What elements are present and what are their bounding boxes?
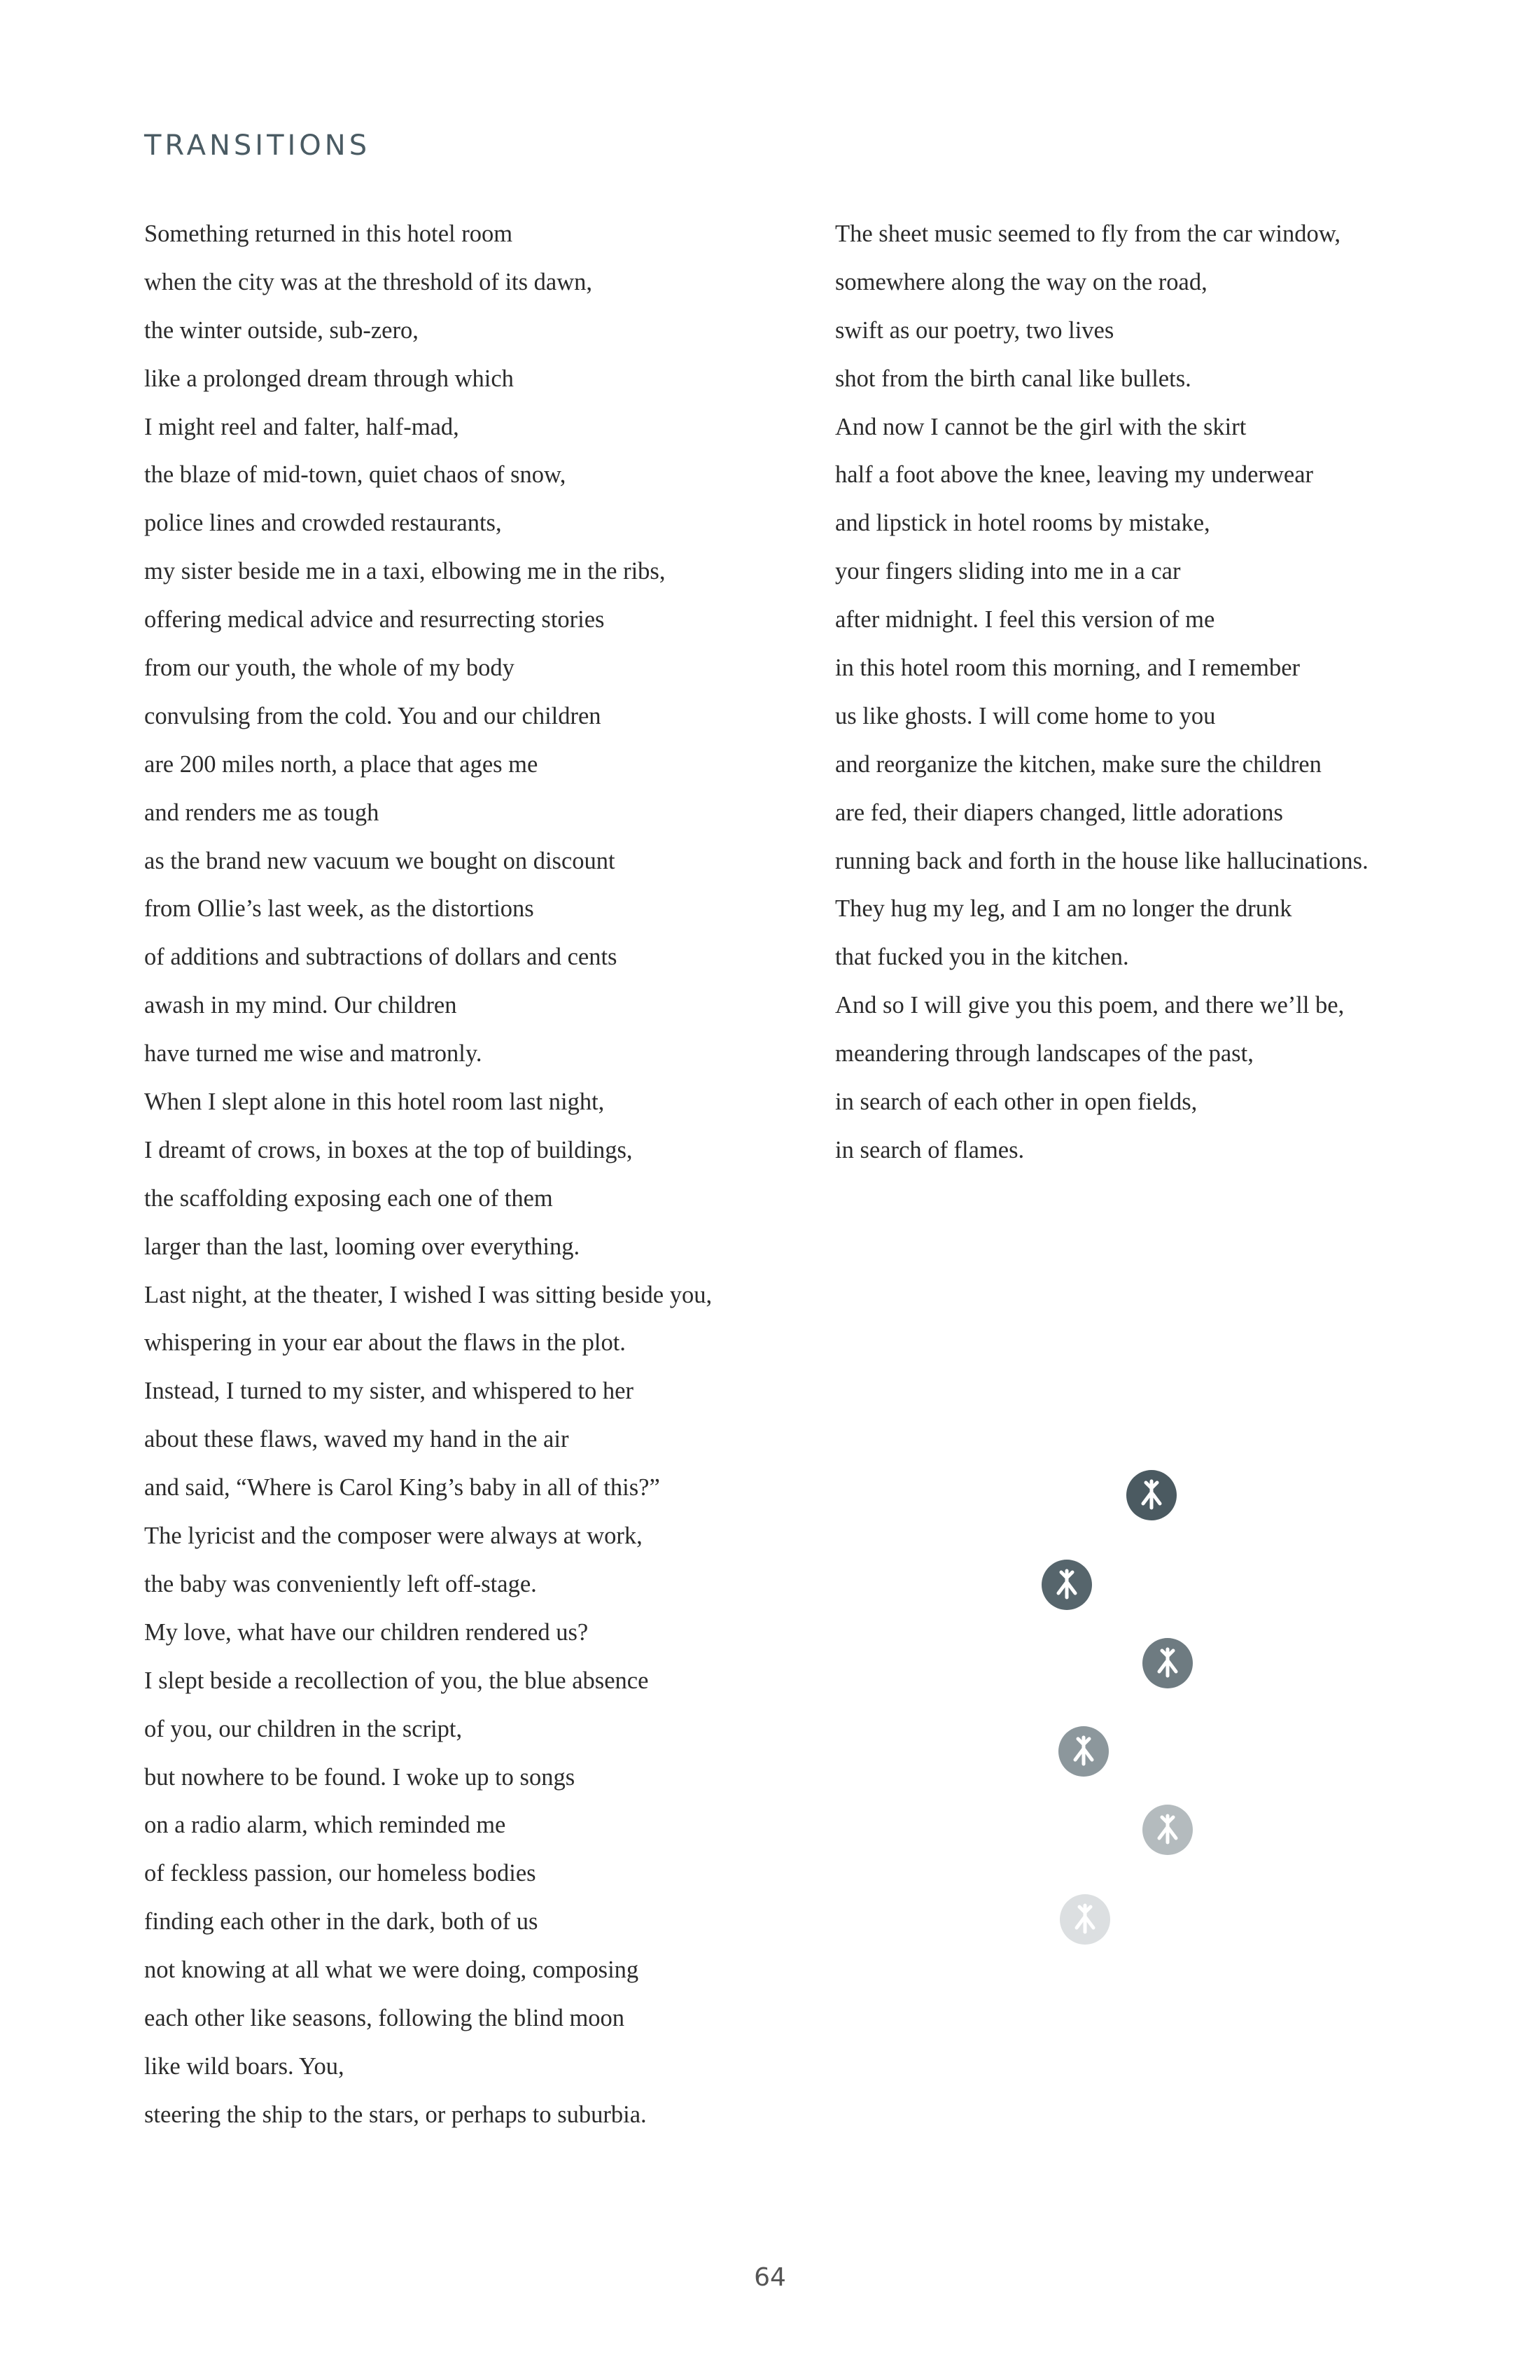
poem-line: from Ollie’s last week, as the distortions (144, 895, 534, 923)
bird-footprint-icon (1126, 1470, 1177, 1520)
poem-line: and said, “Where is Carol King’s baby in all of this?” (144, 1474, 660, 1502)
poem-line: but nowhere to be found. I woke up to songs (144, 1763, 575, 1791)
poem-line: when the city was at the threshold of its dawn, (144, 268, 593, 295)
poem-line: Last night, at the theater, I wished I was sitting beside you, (144, 1281, 713, 1308)
poem-line: When I slept alone in this hotel room last night, (144, 1088, 605, 1116)
poem-line: running back and forth in the house like hallucinations. (835, 847, 1368, 874)
poem-line: your fingers sliding into me in a car (835, 558, 1181, 585)
poem-line: my sister beside me in a taxi, elbowing me in the ribs, (144, 558, 666, 585)
poem-line: finding each other in the dark, both of us (144, 1908, 538, 1935)
poem-line: The lyricist and the composer were always at work, (144, 1522, 643, 1550)
poem-line: The sheet music seemed to fly from the car window, (835, 220, 1341, 247)
poem-line: police lines and crowded restaurants, (144, 510, 502, 537)
bird-footprint-icon (1142, 1805, 1193, 1855)
poem-line: and renders me as tough (144, 799, 379, 826)
poem-left-column (144, 210, 712, 2139)
poem-line: And so I will give you this poem, and there we’ll be, (835, 992, 1345, 1019)
poem-line: meandering through landscapes of the past, (835, 1040, 1254, 1068)
poem-line: that fucked you in the kitchen. (835, 944, 1129, 971)
poem-line: of feckless passion, our homeless bodies (144, 1860, 536, 1887)
poem-line: of additions and subtractions of dollars and cents (144, 944, 617, 971)
bird-footprint-icon (1042, 1560, 1092, 1610)
poem-line: convulsing from the cold. You and our children (144, 702, 601, 729)
poem-line: And now I cannot be the girl with the skirt (835, 413, 1247, 440)
page-number: 64 (754, 2263, 786, 2292)
poem-line: My love, what have our children rendered us? (144, 1618, 589, 1646)
poem-line: They hug my leg, and I am no longer the drunk (835, 895, 1292, 923)
poem-line: and lipstick in hotel rooms by mistake, (835, 510, 1210, 537)
poem-line: in search of each other in open fields, (835, 1088, 1198, 1116)
poem-line: I slept beside a recollection of you, the blue absence (144, 1667, 649, 1694)
bird-footprint-icon (1142, 1638, 1193, 1688)
poem-line: I might reel and falter, half-mad, (144, 413, 459, 440)
poem-line: of you, our children in the script, (144, 1715, 463, 1742)
poem-line: I dreamt of crows, in boxes at the top of buildings, (144, 1136, 633, 1163)
poem-line: the baby was conveniently left off-stage. (144, 1570, 537, 1597)
poem-line: have turned me wise and matronly. (144, 1040, 482, 1068)
poem-line: awash in my mind. Our children (144, 992, 457, 1019)
poem-line: steering the ship to the stars, or perhaps to suburbia. (144, 2101, 647, 2128)
poem-line: not knowing at all what we were doing, composing (144, 1956, 639, 1984)
poem-line: like wild boars. You, (144, 2052, 344, 2080)
poem-line: larger than the last, looming over everything. (144, 1233, 580, 1260)
poem-line: and reorganize the kitchen, make sure the children (835, 750, 1322, 778)
poem-line: each other like seasons, following the blind moon (144, 2004, 625, 2031)
poem-line: whispering in your ear about the flaws in the plot. (144, 1329, 626, 1357)
bird-footprint-trail (1036, 1470, 1218, 1974)
poem-line: in search of flames. (835, 1136, 1025, 1163)
poem-line: half a foot above the knee, leaving my underwear (835, 461, 1314, 489)
poem-right-column (835, 210, 1368, 1175)
poem-line: the winter outside, sub-zero, (144, 316, 419, 344)
poem-line: somewhere along the way on the road, (835, 268, 1208, 295)
bird-footprint-icon (1058, 1726, 1109, 1777)
poem-line: Instead, I turned to my sister, and whispered to her (144, 1378, 634, 1405)
poem-line: us like ghosts. I will come home to you (835, 702, 1216, 729)
bird-footprint-icon (1060, 1894, 1110, 1945)
poem-line: as the brand new vacuum we bought on discount (144, 847, 615, 874)
page-title: TRANSITIONS (144, 130, 371, 162)
poem-line: on a radio alarm, which reminded me (144, 1812, 506, 1839)
poem-line: from our youth, the whole of my body (144, 654, 514, 682)
poem-line: shot from the birth canal like bullets. (835, 365, 1191, 392)
poem-line: the blaze of mid-town, quiet chaos of snow, (144, 461, 566, 489)
poem-line: offering medical advice and resurrecting stories (144, 606, 605, 634)
poem-line: like a prolonged dream through which (144, 365, 514, 392)
poem-line: after midnight. I feel this version of me (835, 606, 1215, 634)
poem-line: the scaffolding exposing each one of them (144, 1184, 553, 1212)
poem-line: in this hotel room this morning, and I remember (835, 654, 1301, 682)
poem-line: about these flaws, waved my hand in the air (144, 1426, 569, 1453)
poem-line: Something returned in this hotel room (144, 220, 513, 247)
poem-line: are fed, their diapers changed, little adorations (835, 799, 1283, 826)
poem-line: are 200 miles north, a place that ages me (144, 750, 538, 778)
poem-line: swift as our poetry, two lives (835, 316, 1114, 344)
